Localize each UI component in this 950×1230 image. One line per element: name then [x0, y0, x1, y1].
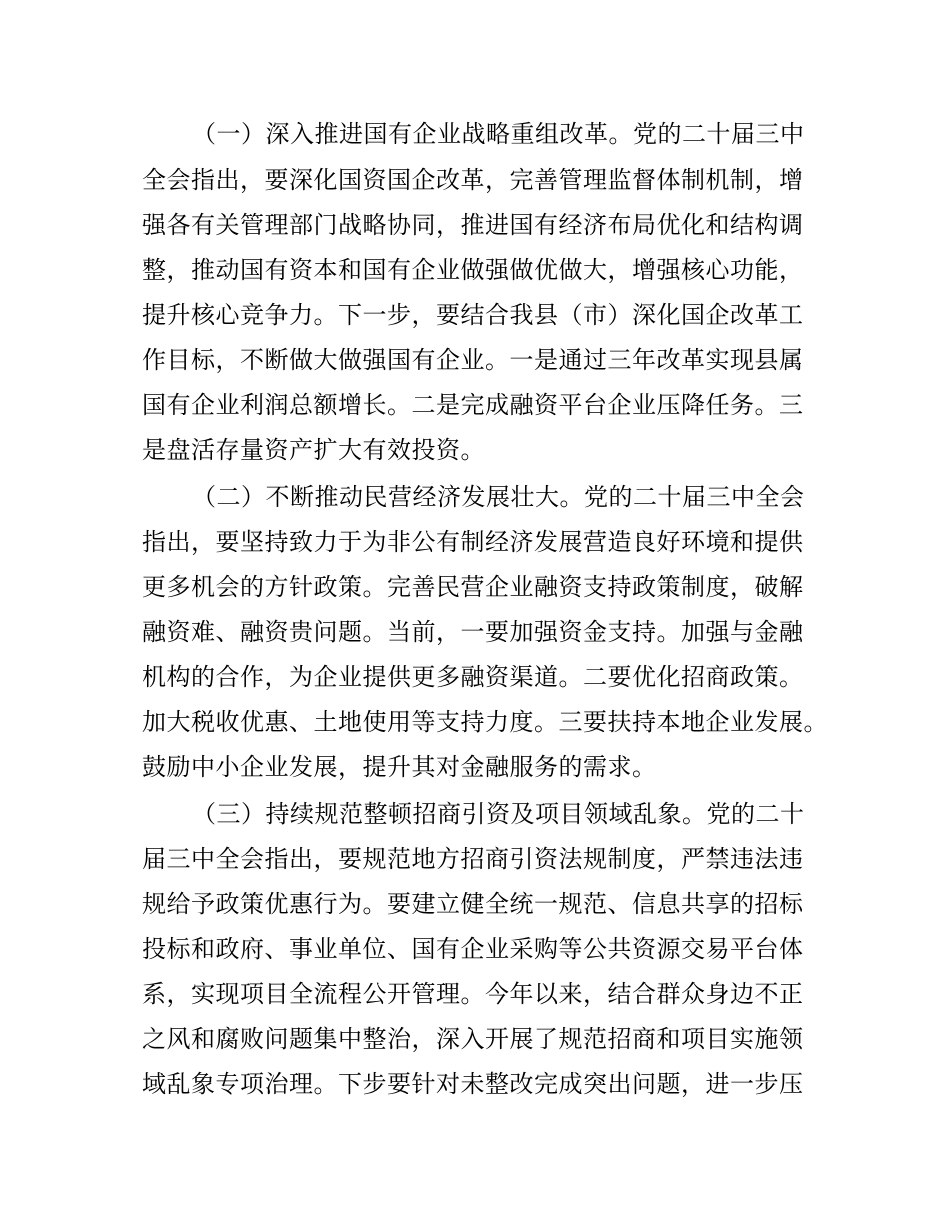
paragraph-2-line-3: 更多机会的方针政策。完善民营企业融资支持政策制度，破解: [142, 573, 804, 601]
paragraph-3-line-4: 投标和政府、事业单位、国有企业采购等公共资源交易平台体: [142, 935, 804, 963]
paragraph-3-line-5: 系，实现项目全流程公开管理。今年以来，结合群众身边不正: [142, 980, 804, 1008]
paragraph-2-line-5: 机构的合作，为企业提供更多融资渠道。二要优化招商政策。: [142, 663, 804, 691]
paragraph-2-line-7: 鼓励中小企业发展，提升其对金融服务的需求。: [142, 753, 657, 781]
paragraph-3-line-3: 规给予政策优惠行为。要建立健全统一规范、信息共享的招标: [142, 890, 804, 918]
paragraph-3-line-1: （三）持续规范整顿招商引资及项目领域乱象。党的二十: [192, 800, 805, 828]
paragraph-3-line-6: 之风和腐败问题集中整治，深入开展了规范招商和项目实施领: [142, 1025, 804, 1053]
paragraph-3-line-2: 届三中全会指出，要规范地方招商引资法规制度，严禁违法违: [142, 845, 804, 873]
paragraph-1-line-8: 是盘活存量资产扩大有效投资。: [142, 436, 485, 464]
paragraph-1-line-4: 整，推动国有资本和国有企业做强做优做大，增强核心功能，: [142, 256, 804, 284]
paragraph-1-line-6: 作目标，不断做大做强国有企业。一是通过三年改革实现县属: [142, 346, 804, 374]
paragraph-3-line-7: 域乱象专项治理。下步要针对未整改完成突出问题，进一步压: [142, 1070, 804, 1098]
paragraph-2-line-1: （二）不断推动民营经济发展壮大。党的二十届三中全会: [192, 483, 805, 511]
paragraph-2-line-6: 加大税收优惠、土地使用等支持力度。三要扶持本地企业发展。: [142, 708, 828, 736]
paragraph-1-line-7: 国有企业利润总额增长。二是完成融资平台企业压降任务。三: [142, 391, 804, 419]
paragraph-2-line-4: 融资难、融资贵问题。当前，一要加强资金支持。加强与金融: [142, 618, 804, 646]
paragraph-2-line-2: 指出，要坚持致力于为非公有制经济发展营造良好环境和提供: [142, 528, 804, 556]
paragraph-1-line-2: 全会指出，要深化国资国企改革，完善管理监督体制机制，增: [142, 166, 804, 194]
paragraph-1-line-3: 强各有关管理部门战略协同，推进国有经济布局优化和结构调: [142, 211, 804, 239]
paragraph-1-line-5: 提升核心竞争力。下一步，要结合我县（市）深化国企改革工: [142, 301, 804, 329]
paragraph-1-line-1: （一）深入推进国有企业战略重组改革。党的二十届三中: [192, 120, 805, 148]
